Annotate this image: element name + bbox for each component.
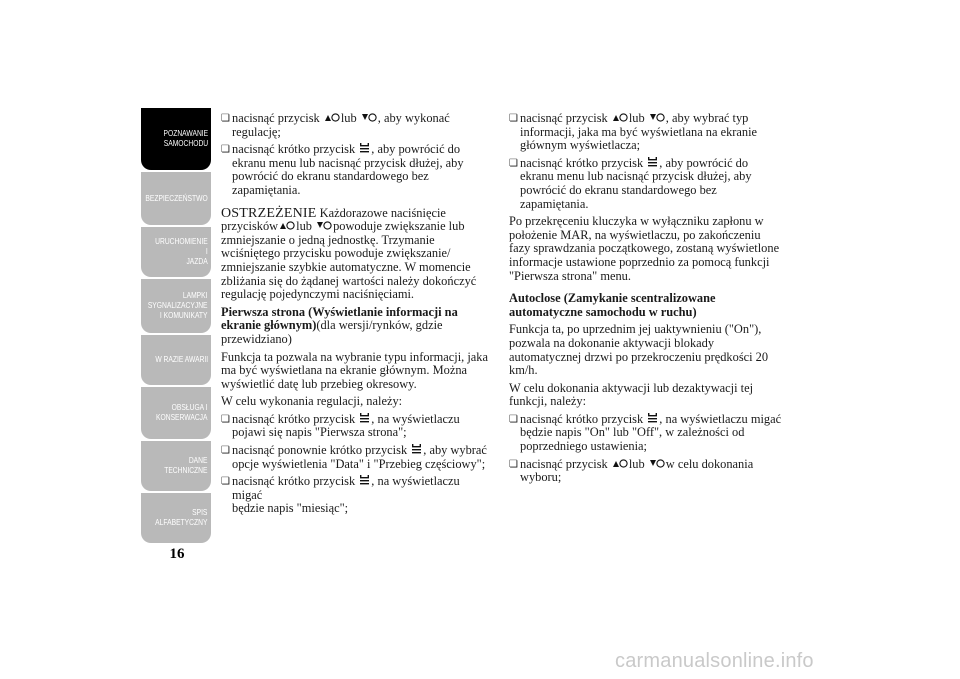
text: , na wyświetlaczu migać [659, 411, 782, 426]
tab-label: LAMPKI SYGNALIZACYJNE I KOMUNIKATY [148, 291, 208, 320]
down-arrow-button-icon [649, 458, 665, 469]
text: lub [628, 111, 645, 125]
tab-label: POZNAWANIE SAMOCHODU [163, 129, 208, 148]
text: lub [628, 456, 645, 471]
text: wyboru; [520, 470, 562, 485]
text: , aby wykonać [377, 111, 450, 125]
text: Funkcja ta pozwala na wybranie typu informacji, jaka [221, 349, 488, 364]
text: W celu dokonania aktywacji lub dezaktywacji tej [509, 380, 754, 395]
text: powoduje zwiększanie lub [333, 219, 465, 234]
list-item [221, 112, 493, 139]
text: Każdorazowe naciśnięcie [319, 205, 446, 220]
paragraph [509, 382, 784, 409]
list-item [221, 143, 493, 197]
text: będzie napis "On" lub "Off", w zależności od [520, 425, 745, 440]
up-arrow-button-icon [612, 458, 628, 469]
text: pozwala na dokonanie aktywacji blokady [509, 335, 715, 350]
right-column [509, 112, 784, 489]
text: lub [296, 219, 312, 234]
text: km/h. [509, 363, 538, 378]
text: informacji, jaka ma być wyświetlana na ekranie [520, 124, 758, 139]
text: nacisnąć przycisk [520, 456, 608, 471]
text: nacisnąć krótko przycisk [232, 411, 356, 426]
down-arrow-button-icon [649, 112, 665, 123]
tab-label: BEZPIECZEŃSTWO [145, 193, 208, 203]
text: nacisnąć przycisk [232, 111, 320, 125]
text: będzie napis "miesiąc"; [232, 501, 349, 516]
text: nacisnąć krótko przycisk [520, 411, 644, 426]
text: , na wyświetlaczu migać [232, 474, 460, 502]
text: przycisków [221, 219, 279, 234]
list-item [221, 413, 493, 440]
warning-heading: OSTRZEŻENIE [221, 205, 317, 221]
text: regulację pojedynczymi naciśnięciami. [221, 287, 415, 302]
text: nacisnąć krótko przycisk [520, 155, 644, 170]
up-arrow-button-icon [612, 112, 628, 123]
text: głównym wyświetlacza; [520, 138, 641, 153]
watermark: carmanualsonline.info [615, 650, 814, 672]
text: ekranu menu lub nacisnąć przycisk dłużej, aby [520, 169, 752, 184]
paragraph [509, 215, 784, 283]
tab-obsluga-i-konserwacja[interactable] [141, 387, 211, 439]
text: zapamiętania. [232, 182, 301, 197]
menu-button-icon [359, 143, 370, 154]
list-item [221, 444, 493, 471]
tab-label: SPIS ALFABETYCZNY [155, 508, 208, 527]
left-column [221, 112, 493, 520]
text: , aby powrócić do [659, 155, 749, 170]
text: opcje wyświetlenia "Data" i "Przebieg częściowy"; [232, 456, 486, 471]
text: zmniejszanie o jedną jednostkę. Trzymanie [221, 232, 435, 247]
text: wyświetlić datę lub przebieg okresowy. [221, 376, 417, 391]
text: , aby wybrać [423, 443, 487, 458]
tab-uruchomienie-i-jazda[interactable] [141, 227, 211, 277]
menu-button-icon [359, 413, 370, 424]
text: informacje ustawione poprzednio za pomocą funkcji [509, 254, 770, 269]
up-arrow-button-icon [279, 220, 295, 231]
menu-button-icon [359, 475, 370, 486]
text: powrócić do ekranu standardowego bez [232, 169, 429, 184]
text: ma być wyświetlana na ekranie głównym. Można [221, 363, 468, 378]
menu-button-icon [647, 157, 658, 168]
tab-poznawanie-samochodu[interactable] [141, 108, 211, 170]
warning-paragraph [221, 207, 493, 302]
text: (dla wersji/rynków, gdzie [316, 318, 443, 333]
text: nacisnąć ponownie krótko przycisk [232, 443, 408, 458]
page-number: 16 [169, 546, 185, 562]
text: lub [340, 111, 357, 125]
text: w celu dokonania [665, 456, 754, 471]
tab-lampki-sygnalizacyjne[interactable] [141, 279, 211, 333]
list-item [509, 157, 784, 211]
text: nacisnąć krótko przycisk [232, 474, 356, 489]
text: poprzedniego ustawienia; [520, 439, 647, 454]
text: Funkcja ta, po uprzednim jej uaktywnieniu ("On"), [509, 322, 762, 337]
text: fazy sprawdzania początkowego, zostaną wyświetlone [509, 241, 780, 256]
tab-label: DANE TECHNICZNE [164, 456, 208, 475]
text: położenie MAR, na wyświetlaczu, po zakończeniu [509, 227, 761, 242]
menu-button-icon [411, 444, 422, 455]
section-heading [509, 292, 784, 319]
text: pojawi się napis "Pierwsza strona"; [232, 425, 407, 440]
tab-bezpieczenstwo[interactable] [141, 172, 211, 225]
text: nacisnąć krótko przycisk [232, 142, 356, 157]
text: "Pierwsza strona" menu. [509, 268, 631, 283]
menu-button-icon [647, 413, 658, 424]
heading-text: Autoclose (Zamykanie scentralizowane [509, 291, 716, 306]
text: przewidziano) [221, 331, 292, 346]
list-item [221, 475, 493, 516]
paragraph [221, 351, 493, 392]
heading-text: automatyczne samochodu w ruchu) [509, 304, 697, 319]
text: , aby wybrać typ [665, 111, 749, 125]
tab-w-razie-awarii[interactable] [141, 335, 211, 385]
list-item [509, 112, 784, 153]
text: zmniejszanie szybkie automatyczne. W momencie [221, 259, 471, 274]
text: , aby powrócić do [371, 142, 461, 157]
tab-spis-alfabetyczny[interactable] [141, 493, 211, 543]
text: zbliżania się do żądanej wartości należy dokończyć [221, 273, 477, 288]
down-arrow-button-icon [361, 112, 377, 123]
heading-text: ekranie głównym) [221, 318, 317, 333]
text: nacisnąć przycisk [520, 111, 608, 125]
tab-dane-techniczne[interactable] [141, 441, 211, 491]
text: ekranu menu lub nacisnąć przycisk dłużej, aby [232, 155, 464, 170]
section-heading [221, 306, 493, 347]
down-arrow-button-icon [316, 220, 332, 231]
tab-label: URUCHOMIENIE I JAZDA [155, 237, 208, 266]
text: wciśniętego przycisku powoduje zwiększanie/ [221, 246, 451, 261]
list-item [509, 413, 784, 454]
text: powrócić do ekranu standardowego bez [520, 182, 717, 197]
up-arrow-button-icon [324, 112, 340, 123]
text: funkcji, należy: [509, 394, 587, 409]
tab-label: OBSŁUGA I KONSERWACJA [156, 403, 208, 422]
tab-label: W RAZIE AWARII [154, 355, 208, 364]
text: Po przekręceniu kluczyka w wyłączniku zapłonu w [509, 214, 764, 229]
text: regulację; [232, 124, 281, 139]
text: zapamiętania. [520, 196, 589, 211]
paragraph: W celu wykonania regulacji, należy: [221, 394, 403, 409]
text: , na wyświetlaczu [371, 411, 460, 426]
heading-text: Pierwsza strona (Wyświetlanie informacji na [221, 304, 458, 319]
text: automatycznej drzwi po przekroczeniu prędkości 20 [509, 349, 769, 364]
paragraph [509, 323, 784, 377]
list-item [509, 458, 784, 485]
